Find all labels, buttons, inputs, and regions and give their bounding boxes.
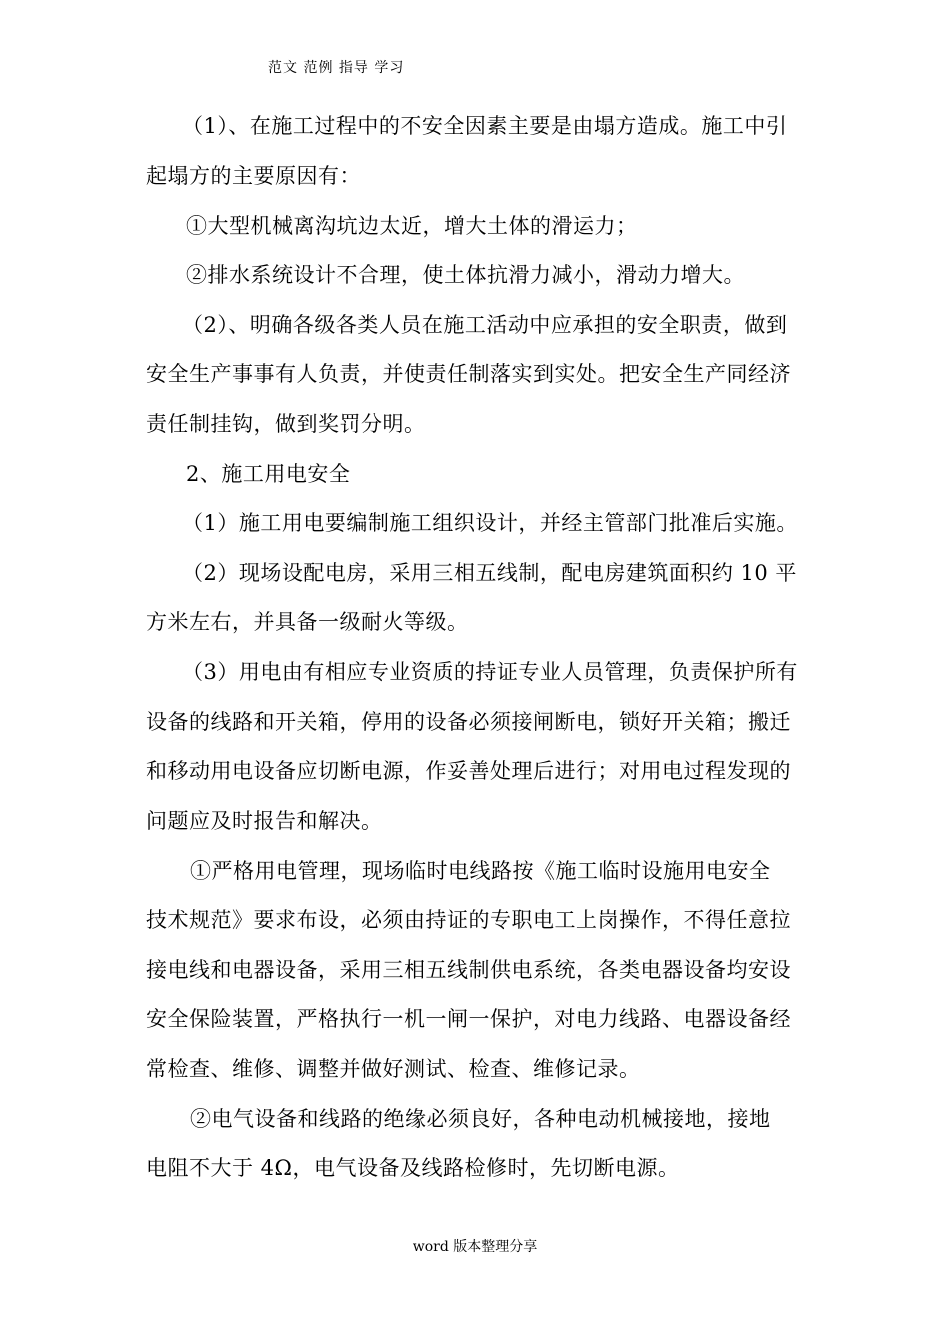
paragraph-line: （3）用电由有相应专业资质的持证专业人员管理，负责保护所有 xyxy=(182,660,798,684)
page-footer: word 版本整理分享 xyxy=(412,1239,538,1255)
paragraph-line: 问题应及时报告和解决。 xyxy=(146,809,383,833)
paragraph-line: 方米左右，并具备一级耐火等级。 xyxy=(146,610,469,634)
paragraph-line: 常检查、维修、调整并做好测试、检查、维修记录。 xyxy=(146,1057,641,1081)
paragraph-line: 技术规范》要求布设，必须由持证的专职电工上岗操作，不得任意拉 xyxy=(146,908,791,932)
page-header: 范文 范例 指导 学习 xyxy=(268,60,405,76)
paragraph-line: ①大型机械离沟坑边太近，增大土体的滑运力； xyxy=(186,214,638,238)
paragraph-line: （2）现场设配电房，采用三相五线制，配电房建筑面积约 10 平 xyxy=(182,561,797,585)
paragraph-line: （1）、在施工过程中的不安全因素主要是由塌方造成。施工中引 xyxy=(182,114,788,138)
paragraph-line: 接电线和电器设备，采用三相五线制供电系统，各类电器设备均安设 xyxy=(146,958,791,982)
paragraph-line: ①严格用电管理，现场临时电线路按《施工临时设施用电安全 xyxy=(190,859,771,883)
paragraph-line: 起塌方的主要原因有： xyxy=(146,164,361,188)
paragraph-line: 电阻不大于 4Ω，电气设备及线路检修时，先切断电源。 xyxy=(146,1156,680,1180)
paragraph-line: 和移动用电设备应切断电源，作妥善处理后进行；对用电过程发现的 xyxy=(146,759,791,783)
section-heading: 2、施工用电安全 xyxy=(186,462,351,486)
paragraph-line: 安全保险装置，严格执行一机一闸一保护，对电力线路、电器设备经 xyxy=(146,1007,791,1031)
paragraph-line: （2）、明确各级各类人员在施工活动中应承担的安全职责，做到 xyxy=(182,313,788,337)
paragraph-line: （1）施工用电要编制施工组织设计，并经主管部门批准后实施。 xyxy=(182,511,798,535)
paragraph-line: 责任制挂钩，做到奖罚分明。 xyxy=(146,412,426,436)
paragraph-line: 安全生产事事有人负责，并使责任制落实到实处。把安全生产同经济 xyxy=(146,362,791,386)
paragraph-line: ②排水系统设计不合理，使土体抗滑力减小，滑动力增大。 xyxy=(186,263,745,287)
paragraph-line: 设备的线路和开关箱，停用的设备必须接闸断电，锁好开关箱；搬迁 xyxy=(146,710,791,734)
paragraph-line: ②电气设备和线路的绝缘必须良好，各种电动机械接地，接地 xyxy=(190,1107,771,1131)
